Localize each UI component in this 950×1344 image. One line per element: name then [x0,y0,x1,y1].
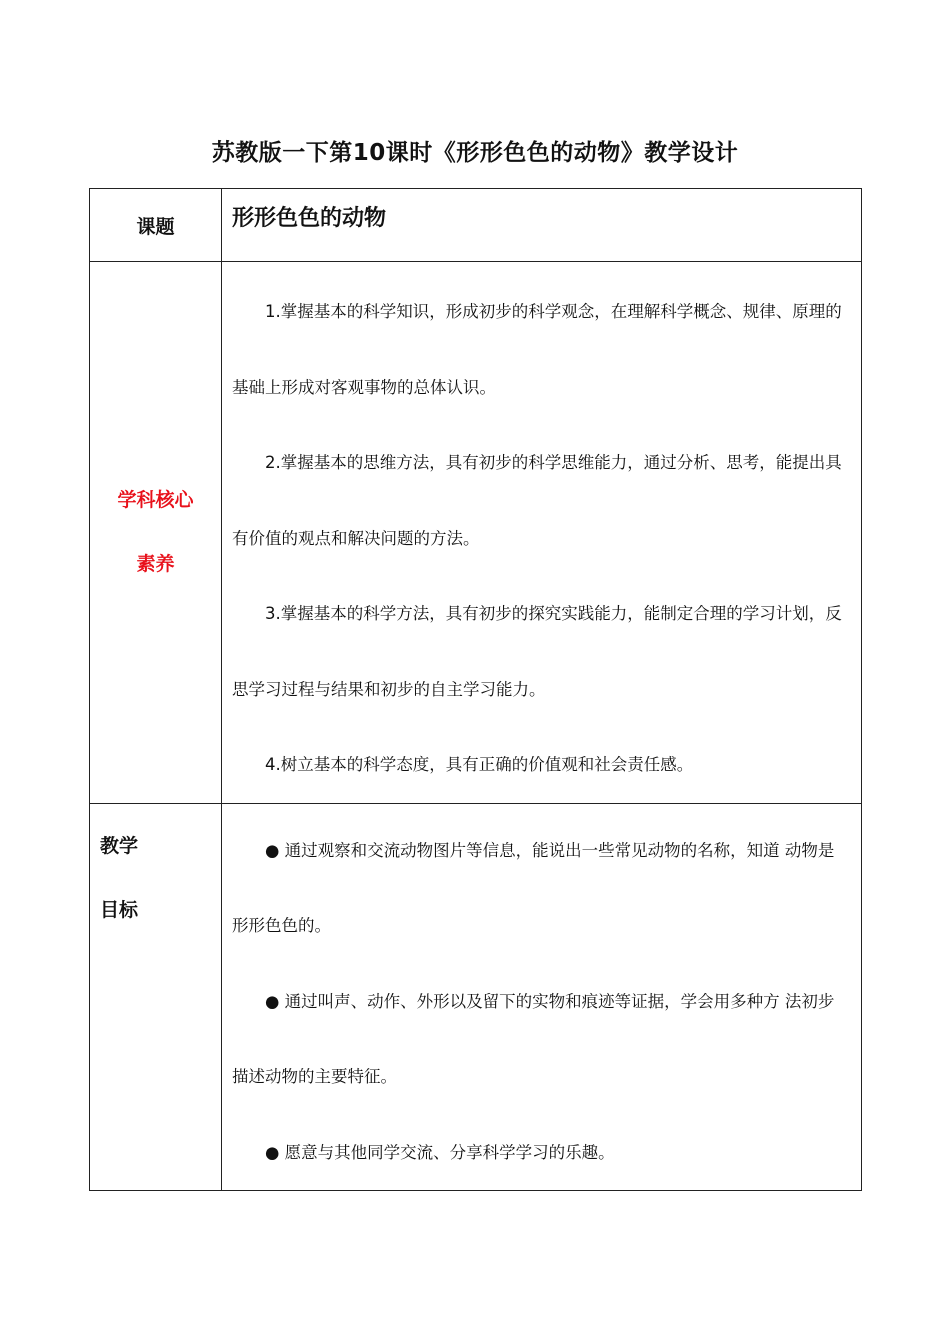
core-literacy-content-cell [222,262,862,804]
topic-label-cell [90,189,222,262]
core-literacy-paragraphs [222,262,861,803]
page-title: 苏教版一下第10课时《形形色色的动物》教学设计 [211,140,739,166]
teaching-goals-paragraphs [222,804,861,1191]
core-literacy-paragraph: 2.掌握基本的思维方法，具有初步的科学思维能力，通过分析、思考，能提出具有价值的观点和解决问题的方法。 [232,453,842,548]
core-literacy-paragraph: 1.掌握基本的科学知识，形成初步的科学观念，在理解科学概念、规律、原理的基础上形成对客观事物的总体认识。 [232,302,842,397]
core-literacy-label-cell [90,262,222,804]
core-literacy-label-line1: 学科核心 [117,489,194,512]
lesson-plan-table [89,188,862,1191]
teaching-goal-item: ● 通过叫声、动作、外形以及留下的实物和痕迹等证据，学会用多种方 法初步描述动物的主要特征。 [232,991,835,1086]
topic-value-cell [222,189,862,262]
teaching-goal-item: ● 愿意与其他同学交流、分享科学学习的乐趣。 [265,1142,615,1162]
topic-value: 形形色色的动物 [232,206,387,231]
teaching-goal-item: ● 通过观察和交流动物图片等信息，能说出一些常见动物的名称，知道 动物是形形色色的。 [232,840,835,935]
teaching-goals-label-line1: 教学 [100,834,139,857]
core-literacy-paragraph: 3.掌握基本的科学方法，具有初步的探究实践能力，能制定合理的学习计划，反思学习过程与结果和初步的自主学习能力。 [232,604,842,699]
core-literacy-label-line2: 素养 [136,553,175,576]
teaching-goals-label-cell [90,803,222,1191]
core-literacy-row [90,262,862,804]
teaching-goals-content-cell [222,803,862,1191]
teaching-goals-label [90,804,221,942]
core-literacy-label [90,262,221,803]
core-literacy-paragraph: 4.树立基本的科学态度，具有正确的价值观和社会责任感。 [265,755,694,774]
teaching-goals-row [90,803,862,1191]
teaching-goals-label-line2: 目标 [100,898,139,921]
topic-label: 课题 [136,215,175,238]
topic-row [90,189,862,262]
